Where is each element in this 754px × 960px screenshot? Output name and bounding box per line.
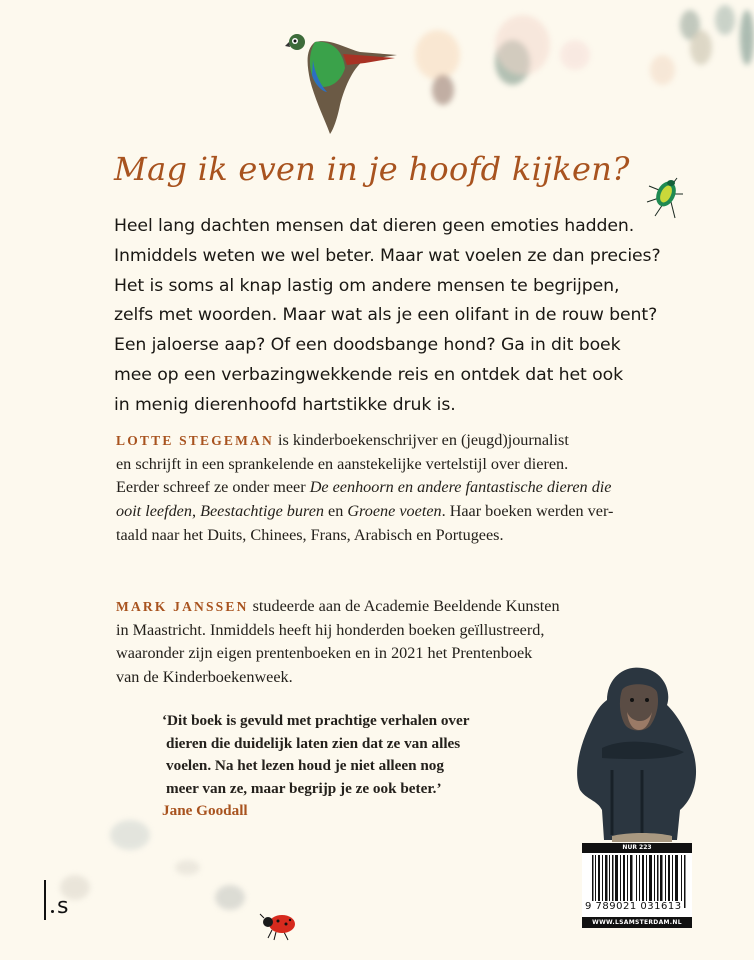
publisher-url: WWW.LSAMSTERDAM.NL xyxy=(582,917,692,928)
logo-letter: s xyxy=(57,894,69,919)
bio-text: Eerder schreef ze onder meer xyxy=(116,478,310,497)
quote-line: dieren die duidelijk laten zien dat ze van alles xyxy=(166,734,461,752)
quote-author: Jane Goodall xyxy=(162,802,248,820)
book-title: ooit leefden xyxy=(116,502,192,521)
quote-line: ‘Dit boek is gevuld met prachtige verhalen over xyxy=(162,712,470,729)
author-bio xyxy=(116,429,676,548)
parrot-illustration xyxy=(285,30,405,140)
bio-text: is kinderboekenschrijver en (jeugd)journalist xyxy=(273,431,569,449)
nur-code: NUR 223 xyxy=(582,843,692,853)
quote-line: voelen. Na het lezen houd je niet alleen nog xyxy=(166,757,444,775)
headline: Mag ik even in je hoofd kijken? xyxy=(114,150,630,188)
blurb-line: Inmiddels weten we wel beter. Maar wat voelen ze dan precies? xyxy=(114,245,661,266)
logo-dot xyxy=(51,910,54,913)
book-title: De eenhoorn en andere fantastische dieren die xyxy=(309,478,612,497)
blurb-line: in menig dierenhoofd hartstikke druk is. xyxy=(114,394,456,415)
bio-text: . Haar boeken werden ver- xyxy=(441,502,614,521)
blurb-line: mee op een verbazingwekkende reis en ontdek dat het ook xyxy=(114,364,623,385)
bio-text: taald naar het Duits, Chinees, Frans, Arabisch en Portugees. xyxy=(116,525,504,544)
bio-text: en xyxy=(323,502,348,521)
illustrator-name: MARK JANSSEN xyxy=(116,599,249,614)
bio-text: waaronder zijn eigen prentenboeken en in 2021 het Prentenboek xyxy=(116,644,533,663)
isbn-number: 9 789021 031613 xyxy=(585,901,682,912)
bio-text: van de Kinderboekenweek. xyxy=(116,668,293,687)
bio-text: en schrijft in een sprankelende en aanstekelijke vertelstijl over dieren. xyxy=(116,454,569,473)
blurb-line: Heel lang dachten mensen dat dieren geen emoties hadden. xyxy=(114,216,635,236)
author-name: LOTTE STEGEMAN xyxy=(116,433,274,448)
blurb-line: Een jaloerse aap? Of een doodsbange hond? Ga in dit boek xyxy=(114,335,621,356)
publisher-logo xyxy=(40,880,80,930)
book-title: Beestachtige buren xyxy=(200,502,324,521)
barcode xyxy=(582,843,692,928)
review-quote xyxy=(162,710,562,823)
logo-bar xyxy=(44,880,46,920)
chimpanzee-illustration xyxy=(572,660,702,845)
book-title: Groene voeten xyxy=(347,502,442,521)
ladybug-illustration xyxy=(258,912,300,944)
blurb-line: zelfs met woorden. Maar wat als je een olifant in de rouw bent? xyxy=(114,305,658,326)
blurb xyxy=(114,212,674,421)
bio-text: , xyxy=(191,502,201,521)
bio-text: in Maastricht. Inmiddels heeft hij honderden boeken geïllustreerd, xyxy=(116,620,545,639)
bio-text: studeerde aan de Academie Beeldende Kunsten xyxy=(248,597,560,615)
blurb-line: Het is soms al knap lastig om andere mensen te begrijpen, xyxy=(114,275,620,296)
quote-line: meer van ze, maar begrijp je ze ook beter.’ xyxy=(166,779,442,797)
